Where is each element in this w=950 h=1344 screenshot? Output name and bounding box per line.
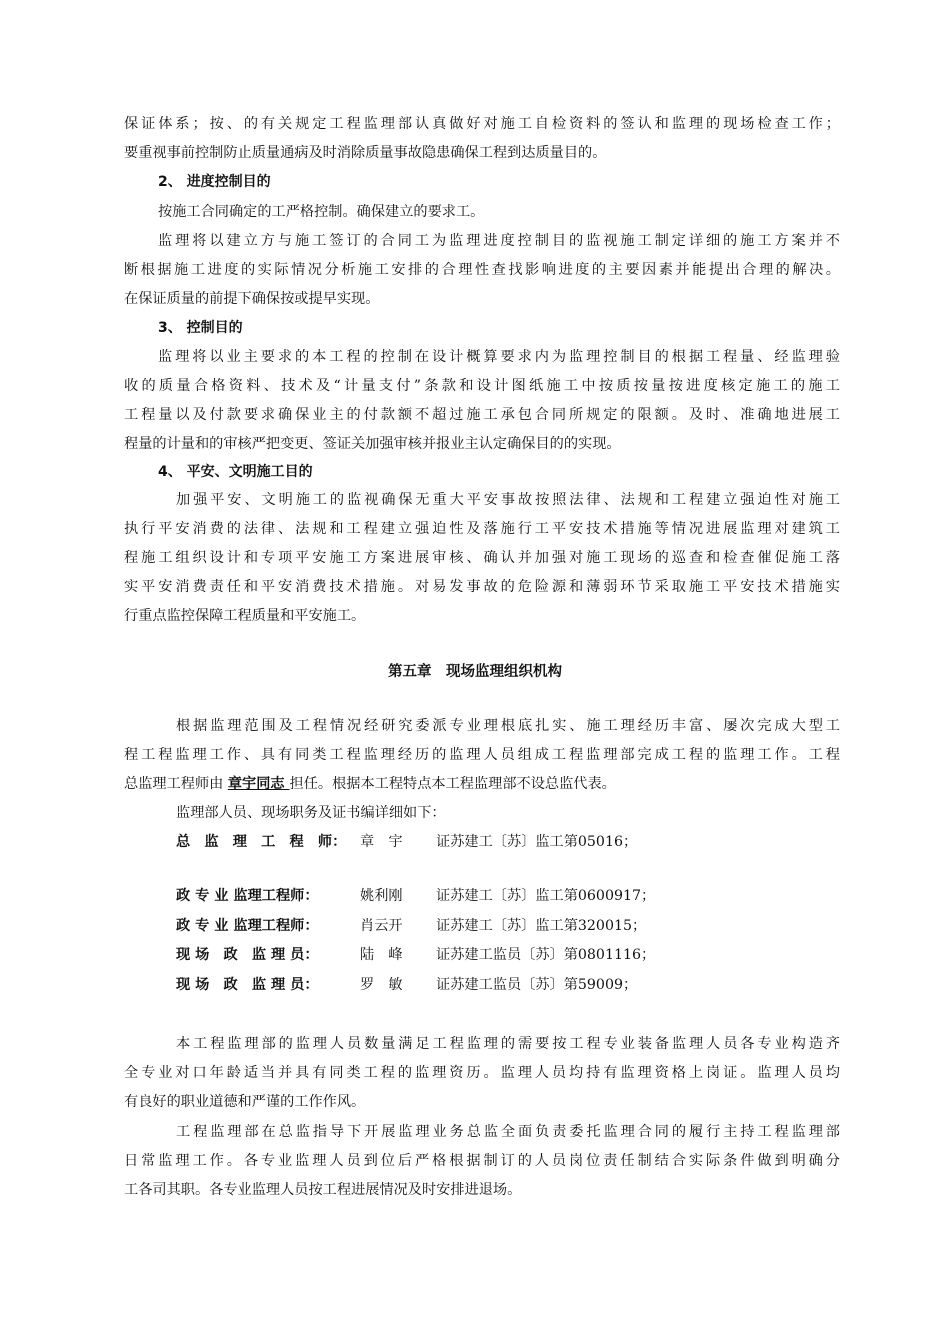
staff-certificate: 证苏建工〔苏〕监工第320015； xyxy=(436,918,647,934)
body-text-line: 按施工合同确定的工严格控制。确保建立的要求工。 xyxy=(158,204,485,220)
staff-certificate: 证苏建工〔苏〕监工第0600917； xyxy=(436,888,656,904)
body-text-line: 全专业对口年龄适当并具有同类工程的监理资历。监理人员均持有监理资格上岗证。监理人员均 xyxy=(124,1065,840,1081)
staff-certificate: 证苏建工监员〔苏〕第59009； xyxy=(436,977,638,993)
body-text-line: 断根据施工进度的实际情况分析施工安排的合理性查找影响进度的主要因素并能提出合理的解决。 xyxy=(124,262,840,278)
body-text-line: 保证体系；按、的有关规定工程监理部认真做好对施工自检资料的签认和监理的现场检查工作； xyxy=(124,116,840,132)
staff-intro: 监理部人员、现场职务及证书编详细如下： xyxy=(176,805,446,821)
staff-row xyxy=(176,916,646,936)
staff-role: 政 专 业 监理工程师： xyxy=(176,888,319,904)
staff-role: 总 监 理 工 程 师： xyxy=(176,834,347,850)
staff-role: 现 场 政 监 理 员： xyxy=(176,977,319,993)
staff-row xyxy=(176,886,655,906)
body-text-line: 行重点监控保障工程质量和平安施工。 xyxy=(124,608,366,624)
body-text-line: 加强平安、文明施工的监视确保无重大平安事故按照法律、法规和工程建立强迫性对施工 xyxy=(176,492,840,508)
body-text-line: 工各司其职。各专业监理人员按工程进展情况及时安排进退场。 xyxy=(124,1182,522,1198)
staff-certificate: 证苏建工监员〔苏〕第0801116； xyxy=(436,947,656,963)
body-text-line: 收的质量合格资料、技术及“计量支付”条款和设计图纸施工中按质按量按进度核定施工的施工 xyxy=(124,378,840,394)
body-text-line: 工程监理部在总监指导下开展监理业务总监全面负责委托监理合同的履行主持工程监理部 xyxy=(176,1124,840,1140)
staff-name: 罗 敏 xyxy=(360,977,403,993)
chapter-title: 第五章 现场监理组织机构 xyxy=(388,664,562,680)
body-text-line: 要重视事前控制防止质量通病及时消除质量事故隐患确保工程到达质量目的。 xyxy=(124,145,607,161)
body-text-line: 监理将以建立方与施工签订的合同工为监理进度控制目的监视施工制定详细的施工方案并不 xyxy=(158,233,840,249)
chief-intro-suffix: 担任。根据本工程特点本工程监理部不设总监代表。 xyxy=(289,776,616,792)
body-text-line-chief xyxy=(124,774,616,794)
body-text-line: 执行平安消费的法律、法规和工程建立强迫性及落施行工平安技术措施等情况进展监理对建筑工 xyxy=(124,521,840,537)
staff-row xyxy=(176,975,637,995)
body-text-line: 工程量以及付款要求确保业主的付款额不超过施工承包合同所规定的限额。及时、准确地进展工 xyxy=(124,407,840,423)
body-text-line: 本工程监理部的监理人员数量满足工程监理的需要按工程专业装备监理人员各专业构造齐 xyxy=(176,1036,840,1052)
staff-role: 政 专 业 监理工程师： xyxy=(176,918,319,934)
chief-engineer-name: 章宇同志 xyxy=(227,776,290,792)
chief-intro-prefix: 总监理工程师由 xyxy=(124,776,228,792)
staff-name: 肖云开 xyxy=(360,918,403,934)
body-text-line: 程施工组织设计和专项平安施工方案进展审核、确认并加强对施工现场的巡查和检查催促施工落 xyxy=(124,550,840,566)
body-text-line: 实平安消费责任和平安消费技术措施。对易发事故的危险源和薄弱环节采取施工平安技术措施实 xyxy=(124,579,840,595)
body-text-line: 监理将以业主要求的本工程的控制在设计概算要求内为监理控制目的根据工程量、经监理验 xyxy=(158,349,840,365)
staff-role: 现 场 政 监 理 员： xyxy=(176,947,319,963)
body-text-line: 在保证质量的前提下确保按或提早实现。 xyxy=(124,291,380,307)
body-text-line: 有良好的职业道德和严谨的工作作风。 xyxy=(124,1094,366,1110)
staff-name: 陆 峰 xyxy=(360,947,403,963)
body-text-line: 日常监理工作。各专业监理人员到位后严格根据制订的人员岗位责任制结合实际条件做到明确分 xyxy=(124,1153,840,1169)
staff-certificate: 证苏建工〔苏〕监工第05016； xyxy=(436,834,638,850)
staff-row xyxy=(176,945,655,965)
body-text-line: 根据监理范围及工程情况经研究委派专业理根底扎实、施工理经历丰富、屡次完成大型工 xyxy=(176,718,840,734)
section-heading-safety: 4、 平安、文明施工目的 xyxy=(158,464,313,480)
section-heading-schedule: 2、 进度控制目的 xyxy=(158,174,271,190)
staff-row xyxy=(176,832,637,852)
body-text-line: 程工程监理工作、具有同类工程监理经历的监理人员组成工程监理部完成工程的监理工作。工程 xyxy=(124,747,840,763)
body-text-line: 程量的计量和的审核严把变更、签证关加强审核并报业主认定确保目的的实现。 xyxy=(124,436,621,452)
section-heading-cost: 3、 控制目的 xyxy=(158,320,243,336)
staff-name: 章 宇 xyxy=(360,834,403,850)
staff-name: 姚利刚 xyxy=(360,888,403,904)
